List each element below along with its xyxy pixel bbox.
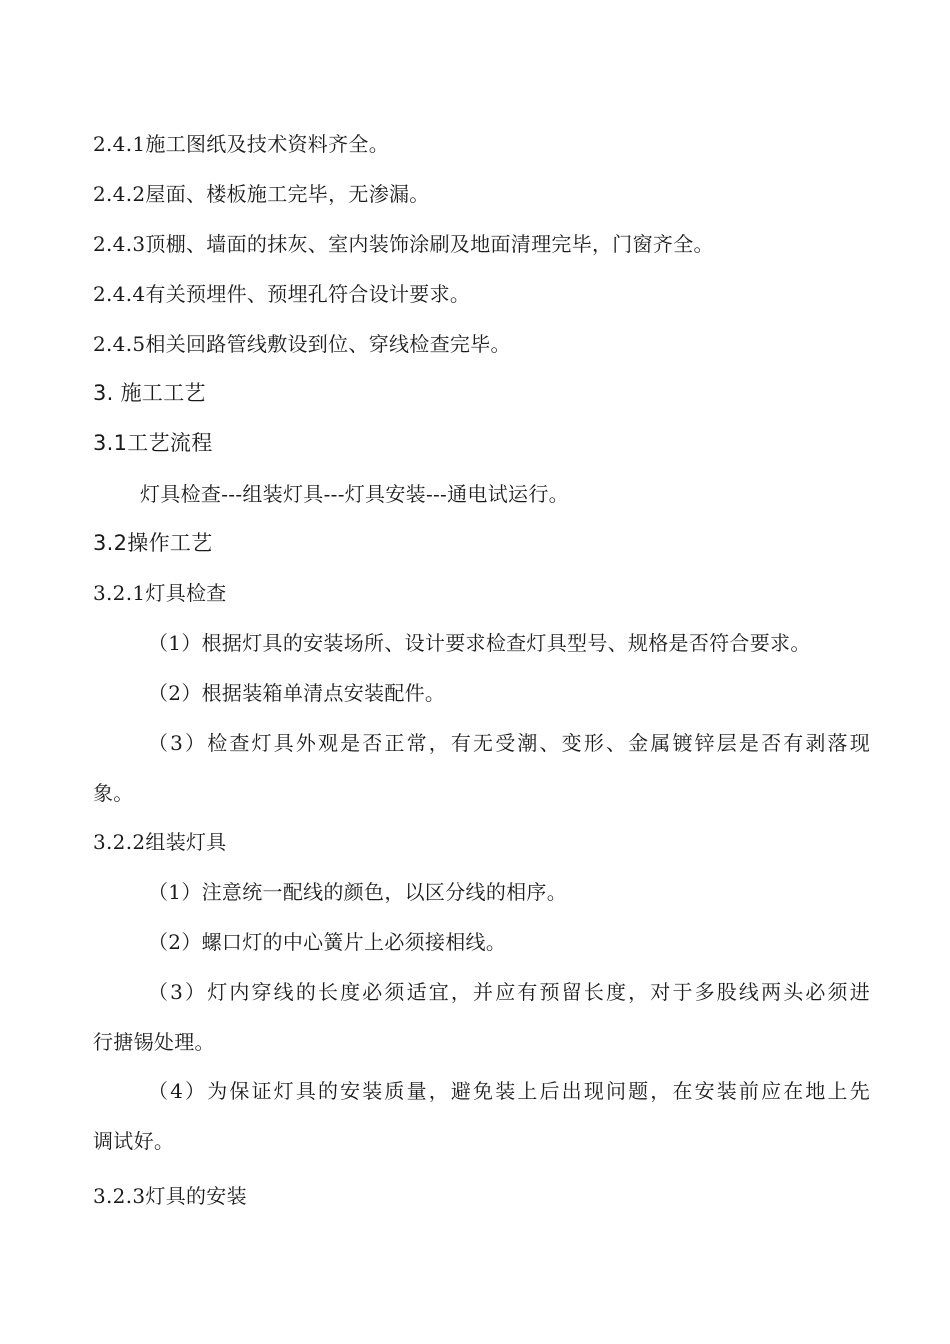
list-item-assemble-1: （1）注意统一配线的颜色，以区分线的相序。 (148, 880, 568, 904)
list-item-inspect-1: （1）根据灯具的安装场所、设计要求检查灯具型号、规格是否符合要求。 (148, 631, 811, 655)
list-item-assemble-4-cont: 调试好。 (93, 1129, 175, 1153)
clause-2-4-5: 2.4.5相关回路管线敷设到位、穿线检查完毕。 (93, 332, 511, 356)
list-item-inspect-3: （3）检查灯具外观是否正常，有无受潮、变形、金属镀锌层是否有剥落现 (148, 731, 870, 755)
clause-2-4-1: 2.4.1施工图纸及技术资料齐全。 (93, 132, 389, 156)
section-heading-3-1: 3.1工艺流程 (93, 431, 213, 455)
list-item-inspect-3-cont: 象。 (93, 781, 134, 805)
subsection-heading-3-2-2: 3.2.2组装灯具 (93, 830, 227, 854)
section-heading-3-2: 3.2操作工艺 (93, 531, 213, 555)
clause-2-4-2: 2.4.2屋面、楼板施工完毕，无渗漏。 (93, 182, 430, 206)
process-flow-text: 灯具检查---组装灯具---灯具安装---通电试运行。 (140, 482, 569, 506)
list-item-assemble-4: （4）为保证灯具的安装质量，避免装上后出现问题，在安装前应在地上先 (148, 1079, 870, 1103)
list-item-assemble-3-cont: 行搪锡处理。 (93, 1030, 215, 1054)
clause-2-4-4: 2.4.4有关预埋件、预埋孔符合设计要求。 (93, 282, 471, 306)
list-item-inspect-2: （2）根据装箱单清点安装配件。 (148, 681, 446, 705)
clause-2-4-3: 2.4.3顶棚、墙面的抹灰、室内装饰涂刷及地面清理完毕，门窗齐全。 (93, 232, 714, 256)
list-item-assemble-2: （2）螺口灯的中心簧片上必须接相线。 (148, 930, 507, 954)
subsection-heading-3-2-3: 3.2.3灯具的安装 (93, 1184, 247, 1208)
section-heading-3: 3. 施工工艺 (93, 381, 206, 405)
subsection-heading-3-2-1: 3.2.1灯具检查 (93, 581, 227, 605)
list-item-assemble-3: （3）灯内穿线的长度必须适宜，并应有预留长度，对于多股线两头必须进 (148, 980, 870, 1004)
